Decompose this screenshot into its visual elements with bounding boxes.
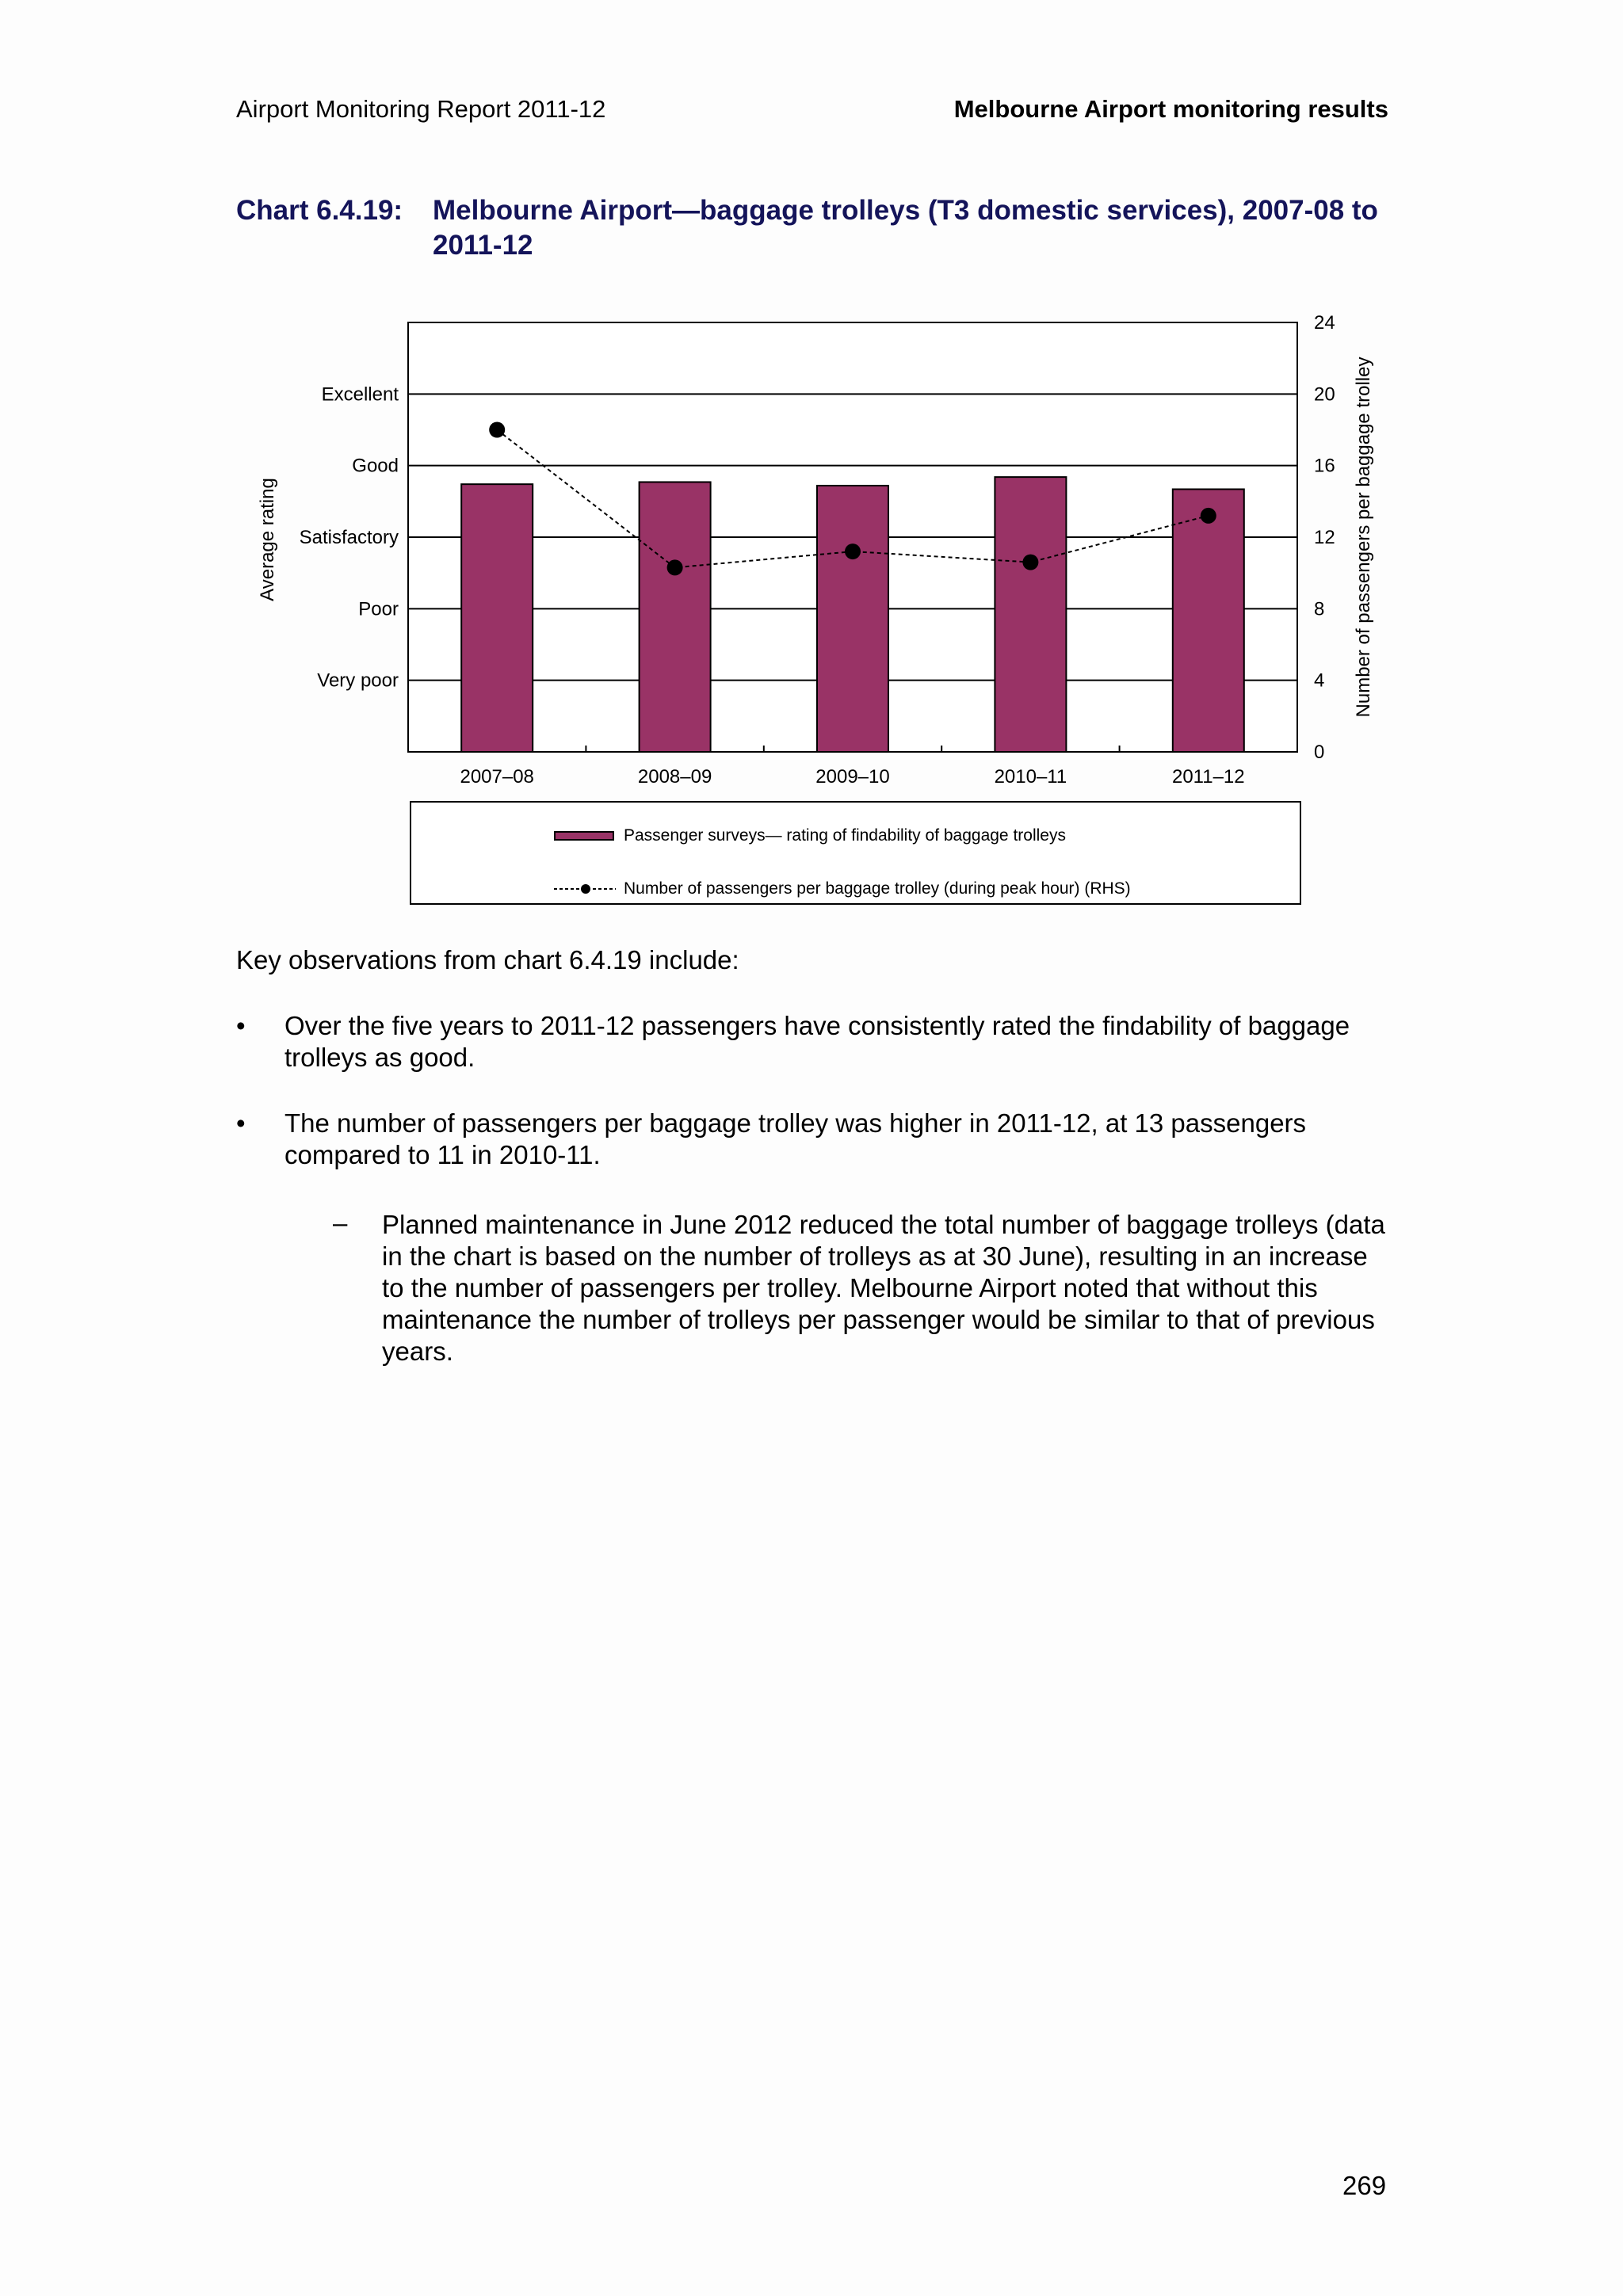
y-axis-label: Average rating [257, 478, 278, 601]
y2-tick-label: 24 [1314, 312, 1335, 334]
bullet-mark: • [236, 1011, 246, 1040]
page-number: 269 [1342, 2171, 1387, 2200]
y2-tick-label: 16 [1314, 455, 1335, 477]
line-point [1201, 508, 1216, 524]
bullet-text: The number of passengers per baggage trolley was higher in 2011-12, at 13 passengers compared to 11 in 2010-11. [285, 1108, 1307, 1169]
y2-tick-label: 4 [1314, 669, 1325, 692]
chart-legend [410, 801, 1301, 905]
y2-tick-label: 12 [1314, 527, 1335, 548]
y2-tick-label: 0 [1314, 742, 1325, 763]
y-tick-label: Poor [358, 598, 399, 620]
y-tick-label: Excellent [321, 383, 399, 406]
bar [817, 486, 888, 752]
bar [461, 484, 533, 752]
x-tick-label: 2009–10 [815, 766, 890, 788]
line-point [1022, 555, 1038, 570]
legend-line-swatch [554, 883, 616, 894]
bullet-text: Over the five years to 2011-12 passengers have consistently rated the findability of baggage trolleys as good. [285, 1011, 1350, 1072]
x-tick-label: 2011–12 [1171, 766, 1245, 788]
legend-line-label: Number of passengers per baggage trolley (during peak hour) (RHS) [624, 879, 1131, 898]
y2-tick-label: 20 [1314, 383, 1335, 406]
header-right: Melbourne Airport monitoring results [953, 95, 1388, 123]
legend-bar-swatch [554, 831, 614, 841]
legend-item-line [554, 877, 1131, 901]
header-left: Airport Monitoring Report 2011-12 [236, 95, 606, 123]
x-tick-label: 2007–08 [460, 766, 534, 788]
key-observations-intro: Key observations from chart 6.4.19 include: [236, 945, 739, 974]
y-tick-label: Very poor [317, 669, 399, 692]
bar [1173, 489, 1244, 752]
line-point [845, 543, 861, 559]
x-tick-label: 2008–09 [637, 766, 712, 788]
bar [640, 482, 711, 752]
legend-item-bars [554, 824, 1066, 848]
bar [995, 477, 1066, 752]
line-point [489, 422, 505, 438]
x-tick-label: 2010–11 [994, 766, 1067, 788]
y2-tick-label: 8 [1314, 598, 1325, 620]
chart [0, 0, 1623, 800]
chart-number: Chart 6.4.19: [236, 195, 403, 226]
dash-mark: – [333, 1208, 348, 1238]
y2-axis-label: Number of passengers per baggage trolley [1353, 357, 1374, 718]
y-tick-label: Good [352, 455, 399, 477]
chart-title-text: Melbourne Airport—baggage trolleys (T3 domestic services), 2007-08 to 2011-12 [433, 195, 1378, 261]
bullet-mark: • [236, 1108, 246, 1138]
y-tick-label: Satisfactory [299, 527, 399, 548]
line-point [667, 559, 683, 575]
sub-bullet-text: Planned maintenance in June 2012 reduced the total number of baggage trolleys (data in the chart is based on the number of trolleys as at 30 June), resulting in an increase to the number of passengers per trolley. Melbourne Airport noted that without this maintenance the number of trolleys per passenger would be similar to that of previous years. [382, 1210, 1385, 1366]
legend-bar-label: Passenger surveys— rating of findability of baggage trolleys [624, 826, 1066, 845]
